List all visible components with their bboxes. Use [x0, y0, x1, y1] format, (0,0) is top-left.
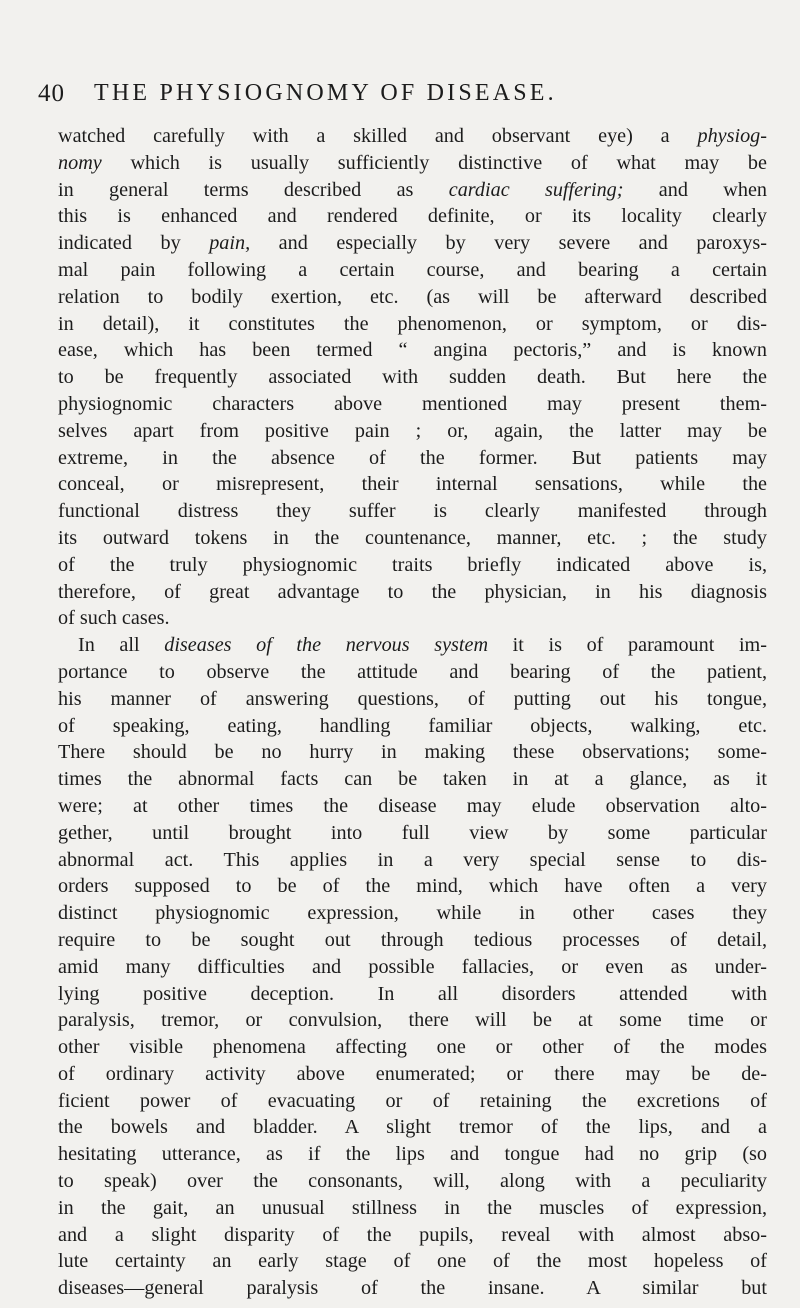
text-line	[58, 1195, 767, 1222]
text-run: ficient power of evacuating or of retaining the excretions of	[58, 1089, 767, 1112]
text-line	[58, 1222, 767, 1249]
text-line	[58, 605, 767, 632]
text-run: the bowels and bladder. A slight tremor of the lips, and a	[58, 1116, 767, 1139]
text-line	[58, 739, 767, 766]
text-run: orders supposed to be of the mind, which have often a very	[58, 875, 767, 898]
text-line	[58, 659, 767, 686]
text-line	[58, 1034, 767, 1061]
text-run: to speak) over the consonants, will, along with a peculiarity	[58, 1170, 767, 1193]
text-line	[58, 1114, 767, 1141]
body-text	[58, 123, 767, 1302]
text-run: indicated by	[58, 232, 210, 255]
text-run: and when	[623, 178, 768, 201]
text-run: and especially by very severe and paroxys-	[250, 232, 767, 255]
text-line	[58, 579, 767, 606]
italic-run: diseases of the nervous system	[164, 634, 489, 657]
text-run: distinct physiognomic expression, while in other cases they	[58, 902, 767, 925]
text-run: diseases—general paralysis of the insane. A similar but	[58, 1277, 767, 1300]
text-run: physiognomic characters above mentioned may present them-	[58, 392, 767, 415]
text-line	[58, 123, 767, 150]
text-line	[58, 1275, 767, 1302]
text-line	[58, 337, 767, 364]
text-run: watched carefully with a skilled and observant eye) a	[58, 125, 698, 147]
text-line	[58, 981, 767, 1008]
text-run: functional distress they suffer is clearly manifested through	[58, 500, 767, 523]
text-line	[58, 552, 767, 579]
text-run: selves apart from positive pain ; or, again, the latter may be	[58, 419, 767, 442]
text-line	[58, 445, 767, 472]
text-run: were; at other times the disease may elude observation alto-	[58, 794, 767, 817]
text-line	[58, 203, 767, 230]
text-run: and a slight disparity of the pupils, reveal with almost abso-	[58, 1223, 767, 1246]
text-run: of speaking, eating, handling familiar objects, walking, etc.	[58, 714, 767, 737]
text-run: There should be no hurry in making these observations; some-	[58, 741, 767, 764]
text-run: of the truly physiognomic traits briefly indicated above is,	[58, 553, 767, 576]
text-run: this is enhanced and rendered definite, or its locality clearly	[58, 205, 767, 228]
text-line	[58, 364, 767, 391]
text-run: in the gait, an unusual stillness in the muscles of expression,	[58, 1196, 767, 1219]
text-line	[58, 954, 767, 981]
text-run: other visible phenomena affecting one or other of the modes	[58, 1036, 767, 1059]
text-line	[58, 847, 767, 874]
italic-run: nomy	[58, 151, 102, 174]
italic-run: pain,	[209, 232, 251, 255]
text-line	[58, 257, 767, 284]
text-run: in general terms described as	[58, 178, 449, 201]
text-line	[58, 766, 767, 793]
text-line	[58, 525, 767, 552]
text-line	[58, 498, 767, 525]
text-run: lute certainty an early stage of one of the most hopeless of	[58, 1250, 767, 1273]
text-line	[58, 1248, 767, 1275]
text-line	[58, 820, 767, 847]
text-run: portance to observe the attitude and bearing of the patient,	[58, 660, 767, 683]
text-run: lying positive deception. In all disorders attended with	[58, 982, 767, 1005]
text-run: it is of paramount im-	[488, 634, 767, 657]
text-line	[58, 284, 767, 311]
text-run: gether, until brought into full view by some particular	[58, 821, 767, 844]
text-run: its outward tokens in the countenance, manner, etc. ; the study	[58, 526, 767, 549]
text-run: times the abnormal facts can be taken in at a glance, as it	[58, 768, 767, 791]
text-run: therefore, of great advantage to the physician, in his diagnosis	[58, 580, 767, 603]
text-line	[58, 150, 767, 177]
text-run: In all	[78, 634, 165, 657]
text-run: abnormal act. This applies in a very special sense to dis-	[58, 848, 767, 871]
text-line	[58, 686, 767, 713]
page-header	[38, 80, 758, 110]
text-run: which is usually sufficiently distinctive of what may be	[101, 151, 767, 174]
page-number: 40	[38, 80, 65, 107]
text-run: to be frequently associated with sudden death. But here the	[58, 366, 767, 389]
text-run: amid many difficulties and possible fallacies, or even as under-	[58, 955, 767, 978]
text-run: ease, which has been termed “ angina pectoris,” and is known	[58, 339, 767, 362]
text-run: paralysis, tremor, or convulsion, there will be at some time or	[58, 1009, 767, 1032]
text-line	[58, 927, 767, 954]
text-line	[58, 230, 767, 257]
text-line	[58, 1141, 767, 1168]
text-run: extreme, in the absence of the former. But patients may	[58, 446, 767, 469]
text-line	[58, 418, 767, 445]
text-run: his manner of answering questions, of putting out his tongue,	[58, 687, 767, 710]
text-run: require to be sought out through tedious processes of detail,	[58, 928, 767, 951]
text-run: mal pain following a certain course, and bearing a certain	[58, 258, 767, 281]
text-line	[58, 632, 767, 659]
text-run: hesitating utterance, as if the lips and tongue had no grip (so	[58, 1143, 767, 1166]
running-title: THE PHYSIOGNOMY OF DISEASE.	[94, 80, 557, 106]
text-line	[58, 1061, 767, 1088]
text-line	[58, 177, 767, 204]
text-run: of ordinary activity above enumerated; or there may be de-	[58, 1062, 767, 1085]
text-run: relation to bodily exertion, etc. (as will be afterward described	[58, 285, 767, 308]
text-line	[58, 793, 767, 820]
text-line	[58, 1007, 767, 1034]
text-run: in detail), it constitutes the phenomenon, or symptom, or dis-	[58, 312, 767, 335]
text-line	[58, 873, 767, 900]
text-line	[58, 311, 767, 338]
text-line	[58, 471, 767, 498]
text-line	[58, 1088, 767, 1115]
text-run: conceal, or misrepresent, their internal sensations, while the	[58, 473, 767, 496]
text-line	[58, 713, 767, 740]
text-line	[58, 1168, 767, 1195]
text-line	[58, 391, 767, 418]
italic-run: physiog-	[697, 125, 767, 147]
text-line	[58, 900, 767, 927]
text-run: of such cases.	[58, 607, 170, 630]
italic-run: cardiac suffering;	[448, 178, 624, 201]
